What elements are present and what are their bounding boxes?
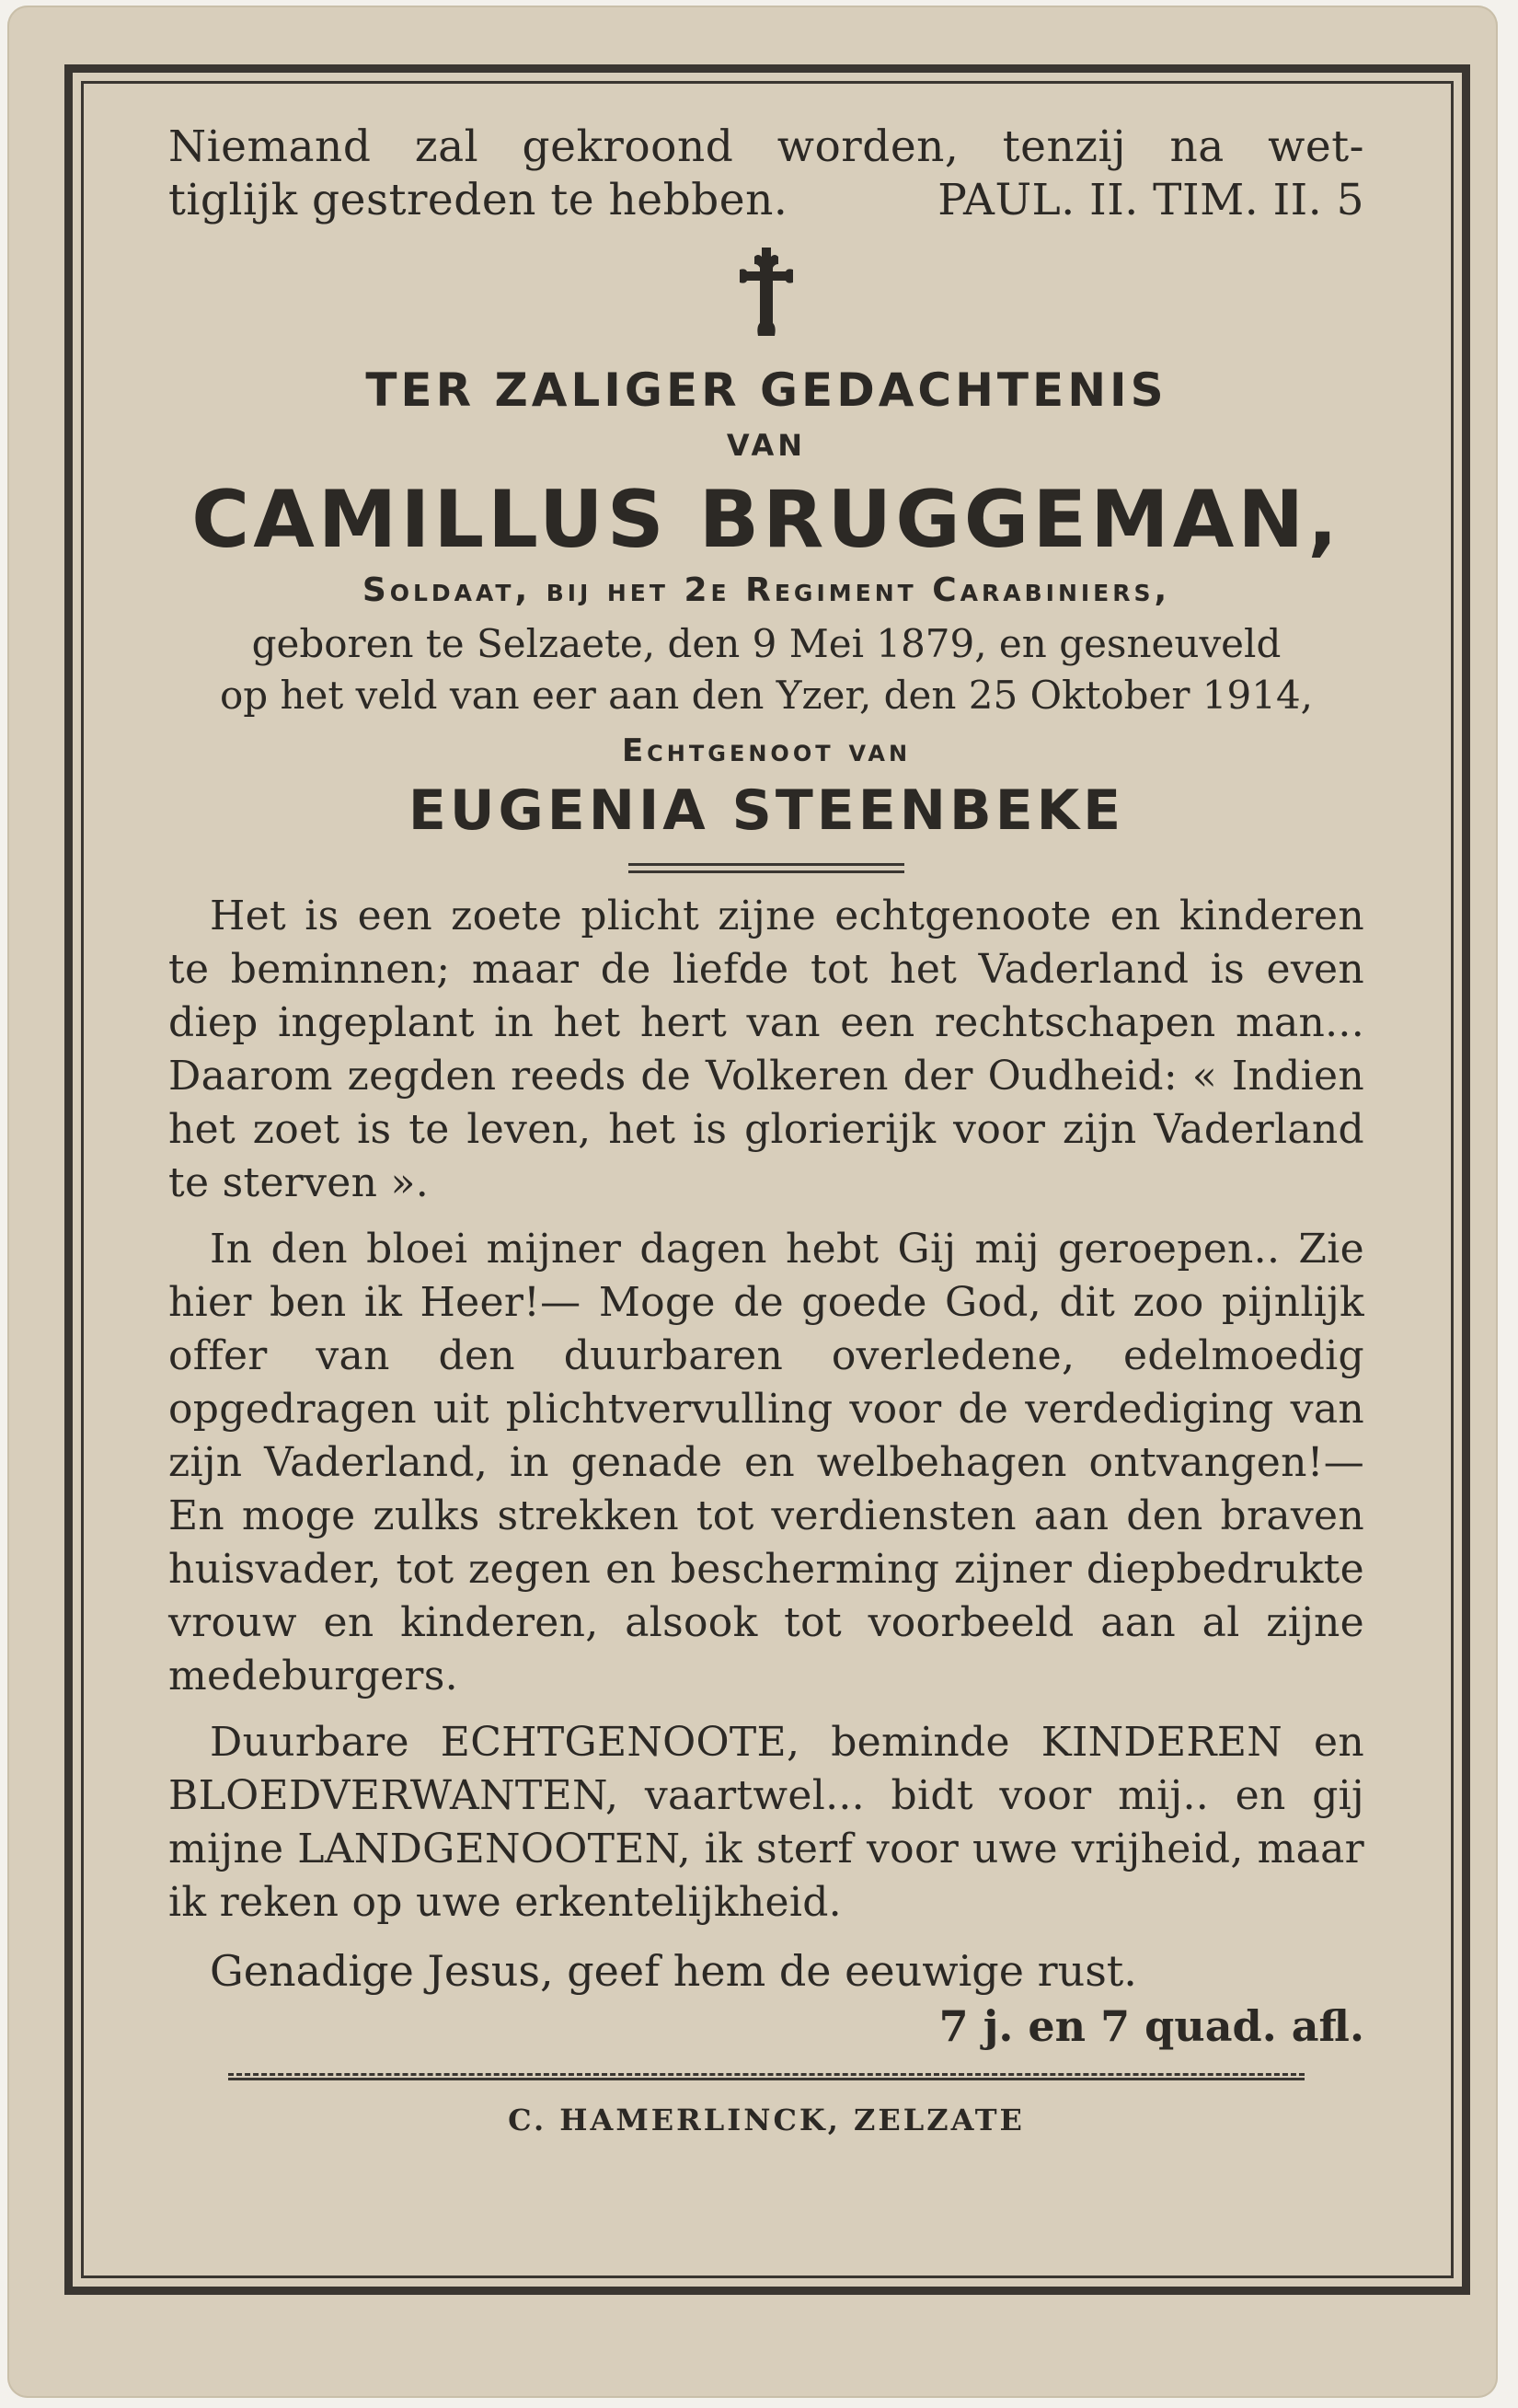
memorial-heading: TER ZALIGER GEDACHTENIS (365, 363, 1167, 417)
paragraph-3: Duurbare ECHTGENOOTE, beminde KINDEREN en BLOEDVERWANTEN, vaartwel... bidt voor mij.. en gij mijne LANDGENOOTEN, ik sterf voor uwe vrijheid, maar ik reken op uwe erkentelijkheid. (168, 1719, 1364, 1926)
epigraph (168, 121, 1364, 227)
closing-prayer: Genadige Jesus, geef hem de eeuwige rust. (210, 1946, 1137, 1996)
birth-death-info (168, 618, 1364, 721)
body-text (168, 890, 1364, 1930)
birth-line: geboren te Selzaete, den 9 Mei 1879, en gesneuveld (251, 621, 1282, 666)
footer-divider (228, 2073, 1305, 2080)
memorial-heading-van: VAN (726, 428, 807, 463)
cross-icon (168, 244, 1364, 345)
paragraph-2: In den bloei mijner dagen hebt Gij mij geroepen.. Zie hier ben ik Heer!— Moge de goede God, dit zoo pijnlijk offer van den duurbaren overledene, edelmoedig opgedragen uit plichtvervulling voor de verdediging van zijn Vaderland, in genade en welbehagen ontvangen!— En moge zulks strekken tot verdiensten aan den braven huisvader, tot zegen en bescherming zijner diepbedrukte vrouw en kinderen, alsook tot voorbeeld aan al zijne medeburgers. (168, 1226, 1364, 1699)
memorial-card (7, 6, 1498, 2398)
divider (628, 863, 904, 873)
spouse-label: Echtgenoot van (621, 732, 912, 769)
deceased-name: CAMILLUS BRUGGEMAN, (191, 474, 1341, 566)
card-content (168, 121, 1364, 2137)
epigraph-reference: PAUL. II. TIM. II. 5 (937, 175, 1364, 225)
death-line: op het veld van eer aan den Yzer, den 25 Oktober 1914, (219, 673, 1314, 718)
epigraph-line2: tiglijk gestreden te hebben. (168, 175, 788, 225)
indulgence-note: 7 j. en 7 quad. afl. (938, 2001, 1364, 2051)
printer-name: C. HAMERLINCK, ZELZATE (508, 2103, 1025, 2137)
paragraph-1: Het is een zoete plicht zijne echtgenoote en kinderen te beminnen; maar de liefde tot het Vaderland is even diep ingeplant in het hert van een rechtschapen man... Daarom zegden reeds de Volkeren der Oudheid: « Indien het zoet is te leven, het is glorierijk voor zijn Vaderland te sterven ». (168, 893, 1364, 1206)
spouse-name: EUGENIA STEENBEKE (408, 778, 1125, 843)
deceased-rank: Soldaat, bij het 2e Regiment Carabiniers, (362, 571, 1171, 609)
epigraph-line1: Niemand zal gekroond worden, tenzij na wet- (168, 121, 1364, 172)
